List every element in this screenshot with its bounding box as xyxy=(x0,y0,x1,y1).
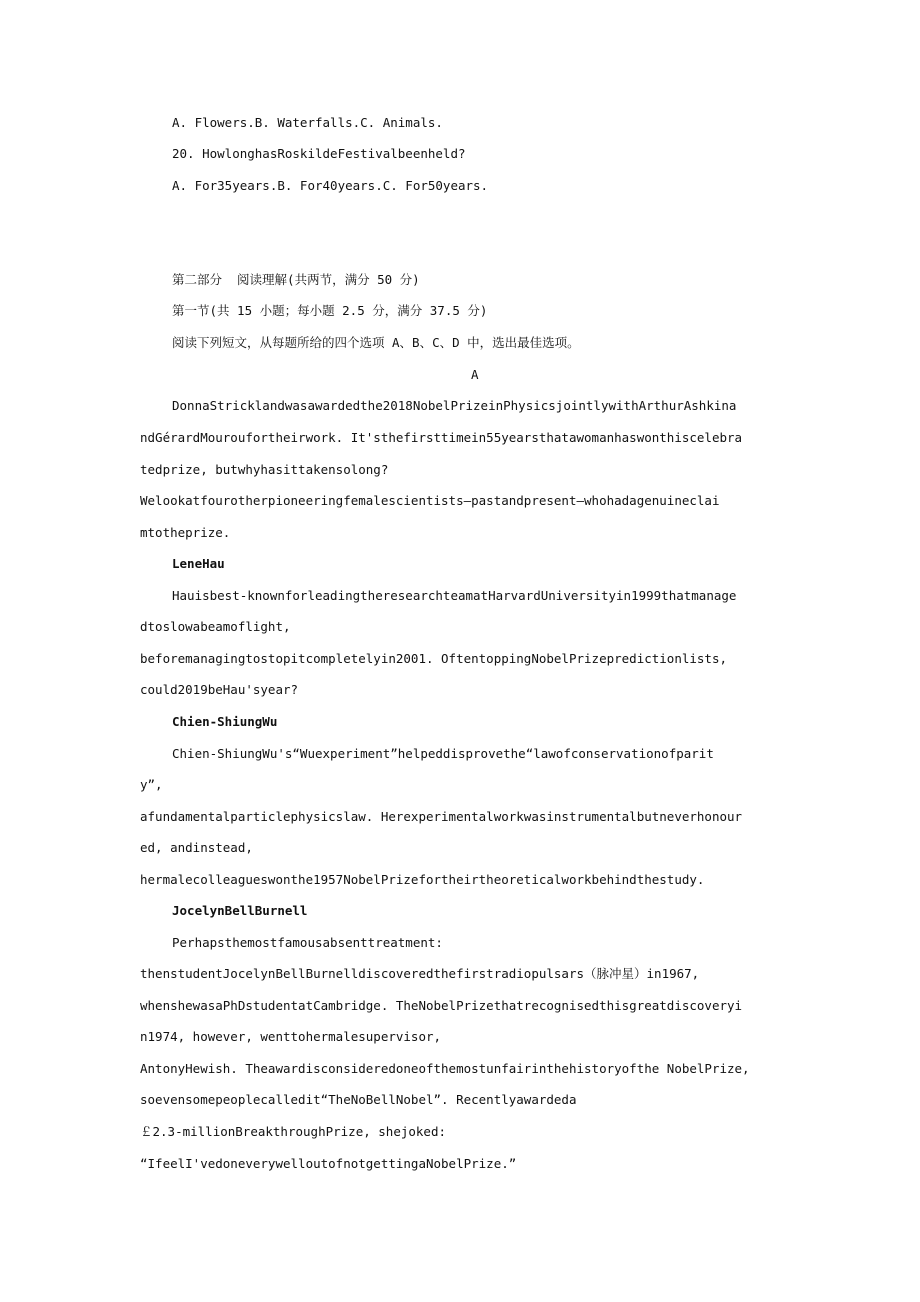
passage-line: dtoslowabeamoflight, xyxy=(140,619,291,634)
passage-line: Hauisbest-knownforleadingtheresearchteamatHarvardUniversityin1999thatmanage xyxy=(172,588,737,603)
passage-line: Chien-ShiungWu's“Wuexperiment”helpeddisprovethe“lawofconservationofparit xyxy=(172,746,714,761)
passage-line: Perhapsthemostfamousabsenttreatment: xyxy=(172,935,443,950)
passage-line: ed, andinstead, xyxy=(140,840,253,855)
passage-line: afundamentalparticlephysicslaw. Herexperimentalworkwasinstrumentalbutneverhonour xyxy=(140,809,743,824)
passage-line: thenstudentJocelynBellBurnelldiscoveredthefirstradiopulsars（脉冲星）in1967, xyxy=(140,966,700,981)
subheading-lene-hau: LeneHau xyxy=(172,556,225,571)
passage-line: mtotheprize. xyxy=(140,525,231,540)
instructions: 阅读下列短文，从每题所给的四个选项 A、B、C、D 中，选出最佳选项。 xyxy=(172,335,580,350)
passage-line: could2019beHau'syear? xyxy=(140,682,299,697)
passage-label: A xyxy=(471,367,479,382)
passage-line: tedprize, butwhyhasittakensolong? xyxy=(140,462,389,477)
passage-line: hermalecolleagueswonthe1957NobelPrizefortheirtheoreticalworkbehindthestudy. xyxy=(140,872,705,887)
q19-options: A. Flowers.B. Waterfalls.C. Animals. xyxy=(172,115,443,130)
passage-line: AntonyHewish. Theawardisconsideredoneofthemostunfairinthehistoryofthe NobelPrize, xyxy=(140,1061,750,1076)
passage-line: ￡2.3-millionBreakthroughPrize, shejoked: xyxy=(140,1124,446,1139)
passage-line: Welookatfourotherpioneeringfemalescientists—pastandpresent—whohadagenuineclai xyxy=(140,493,720,508)
passage-line: soevensomepeoplecalledit“TheNoBellNobel”. Recentlyawardeda xyxy=(140,1092,577,1107)
passage-line: ndGérardMouroufortheirwork. It'sthefirsttimein55yearsthatawomanhaswonthiscelebra xyxy=(140,430,743,445)
passage-line: whenshewasaPhDstudentatCambridge. TheNobelPrizethatrecognisedthisgreatdiscoveryi xyxy=(140,998,743,1013)
q20-options: A. For35years.B. For40years.C. For50years. xyxy=(172,178,489,193)
section-title: 第一节(共 15 小题；每小题 2.5 分，满分 37.5 分) xyxy=(172,303,488,318)
subheading-jocelyn-bell-burnell: JocelynBellBurnell xyxy=(172,903,308,918)
passage-line: n1974, however, wenttohermalesupervisor, xyxy=(140,1029,442,1044)
passage-line: “IfeelI'vedoneverywelloutofnotgettingaNobelPrize.” xyxy=(140,1156,517,1171)
passage-line: beforemanagingtostopitcompletelyin2001. OftentoppingNobelPrizepredictionlists, xyxy=(140,651,727,666)
passage-line: DonnaStricklandwasawardedthe2018NobelPrizeinPhysicsjointlywithArthurAshkina xyxy=(172,398,737,413)
part-title: 第二部分 阅读理解(共两节，满分 50 分) xyxy=(172,272,420,287)
subheading-chien-shiung-wu: Chien-ShiungWu xyxy=(172,714,278,729)
q20-question: 20. HowlonghasRoskildeFestivalbeenheld? xyxy=(172,146,466,161)
passage-line: y”, xyxy=(140,777,163,792)
